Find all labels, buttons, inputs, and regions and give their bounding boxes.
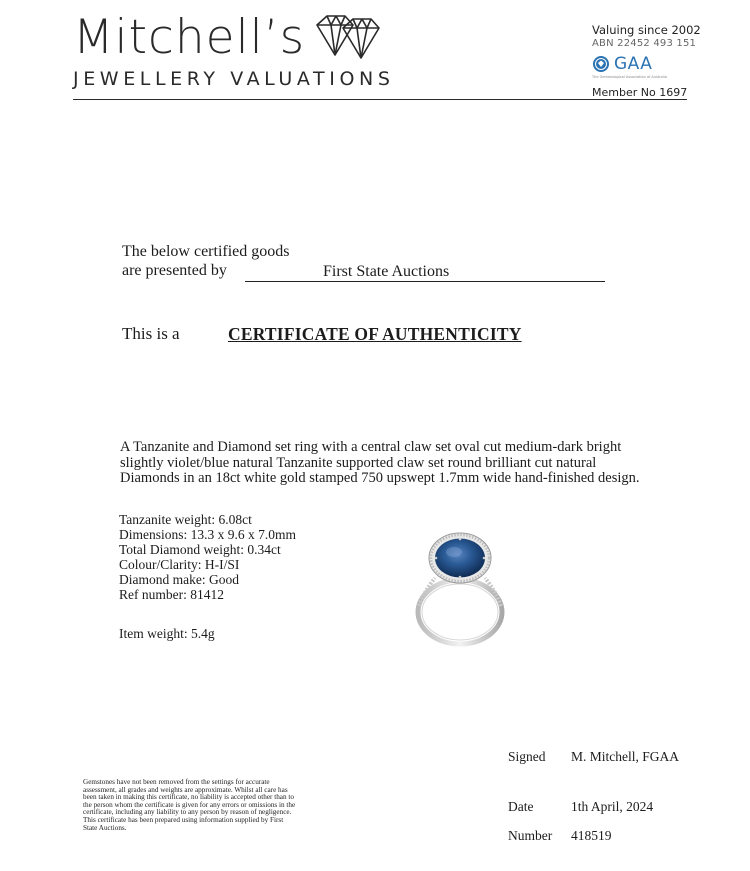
intro-line-2: are presented by <box>122 262 227 279</box>
header-divider <box>73 99 687 100</box>
ring-photo <box>405 532 515 652</box>
total-diamond-weight: Total Diamond weight: 0.34ct <box>119 542 281 557</box>
diamond-logo-icon <box>313 13 383 61</box>
description-line: A Tanzanite and Diamond set ring with a central claw set oval cut medium-dark bright <box>120 439 622 455</box>
brand-tagline: JEWELLERY VALUATIONS <box>73 68 395 90</box>
presenter-name: First State Auctions <box>323 263 450 280</box>
certificate-prefix: This is a <box>122 324 180 343</box>
dimensions: Dimensions: 13.3 x 9.6 x 7.0mm <box>119 527 297 542</box>
colour-clarity: Colour/Clarity: H-I/SI <box>119 557 240 572</box>
valuing-since: Valuing since 2002 <box>592 23 701 37</box>
item-description <box>120 439 640 487</box>
abn-number: ABN 22452 493 151 <box>592 38 697 49</box>
ref-number: Ref number: 81412 <box>119 587 224 602</box>
presenter-underline <box>245 281 605 282</box>
gaa-emblem-icon <box>592 55 610 73</box>
intro-line-1: The below certified goods <box>122 243 290 260</box>
gaa-logo-text: GAA <box>614 54 653 74</box>
diamond-make: Diamond make: Good <box>119 572 239 587</box>
number-label: Number <box>508 828 553 843</box>
signed-value: M. Mitchell, FGAA <box>571 749 679 764</box>
number-value: 418519 <box>571 828 612 843</box>
gaa-subtitle: The Gemmological Association of Australia <box>592 75 667 79</box>
tanzanite-weight: Tanzanite weight: 6.08ct <box>119 512 252 527</box>
specifications <box>119 512 296 602</box>
date-value: 1th April, 2024 <box>571 799 654 814</box>
member-number: Member No 1697 <box>592 86 688 99</box>
description-line: Diamonds in an 18ct white gold stamped 750 upswept 1.7mm wide hand-finished design. <box>120 470 640 486</box>
description-line: slightly violet/blue natural Tanzanite supported claw set round brilliant cut natural <box>120 454 597 471</box>
disclaimer-text: Gemstones have not been removed from the settings for accurate assessment, all grades and weights are approximate. Whilst all care has been taken in making this certificate, no liability is accepted other than to the person whom the certificate is given for any errors or omissions in the certificate, including any liability to any person by reason of negligence. This certificate has been prepared using information supplied by First State Auctions. <box>83 778 296 832</box>
date-label: Date <box>508 799 534 814</box>
certificate-title: CERTIFICATE OF AUTHENTICITY <box>228 324 522 344</box>
item-weight: Item weight: 5.4g <box>119 626 215 641</box>
signed-label: Signed <box>508 749 546 764</box>
brand-name: Mitchell’s <box>73 10 306 65</box>
